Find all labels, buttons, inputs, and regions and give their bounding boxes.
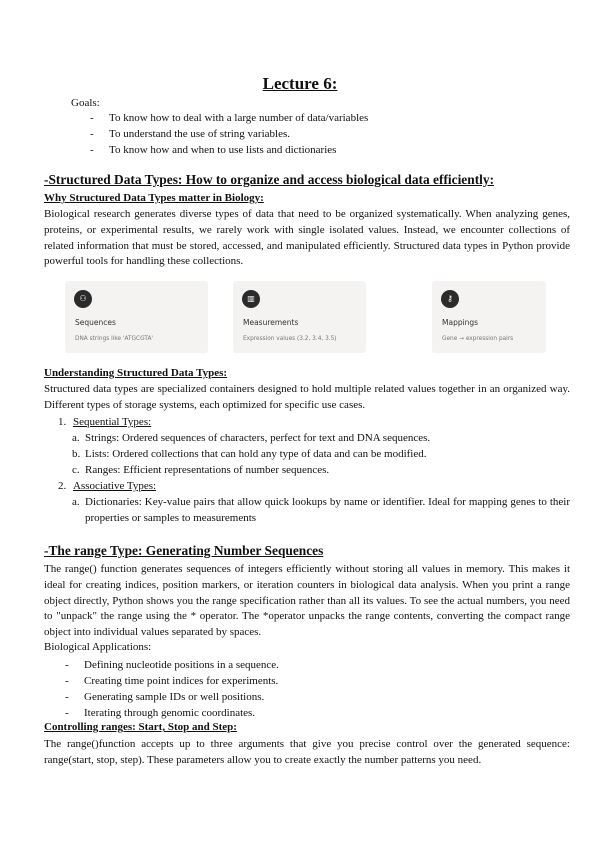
goals-label: Goals: <box>71 97 100 109</box>
biological-applications-label: Biological Applications: <box>44 641 152 653</box>
card-description: DNA strings like 'ATGCGTA' <box>75 336 154 342</box>
subheading-why-structured: Why Structured Data Types matter in Biology: <box>44 192 264 204</box>
types-list <box>58 414 570 526</box>
goals-list <box>90 110 368 158</box>
list-text: Dictionaries: Key-value pairs that allow quick lookups by name or identifier. Ideal for mapping genes to their properties or samples to measurements <box>85 496 570 524</box>
card-title: Sequences <box>75 318 116 327</box>
subheading-understanding: Understanding Structured Data Types: <box>44 367 228 379</box>
list-item: - To know how to deal with a large number of data/variables <box>90 110 368 126</box>
list-number: 1. <box>58 416 67 428</box>
chart-icon: ▥ <box>242 290 260 308</box>
list-item: - To understand the use of string variables. <box>90 126 368 142</box>
paragraph-controlling-ranges: The range()function accepts up to three arguments that give you precise control over the generated sequence: range(start, stop, step). These parameters allow you to create exactly the number patterns you need. <box>44 738 570 766</box>
list-label: Associative Types: <box>73 480 157 492</box>
list-item-associative <box>58 478 570 526</box>
list-item: - Generating sample IDs or well positions. <box>65 689 279 705</box>
section-heading-structured-types: -Structured Data Types: How to organize and access biological data efficiently: <box>44 172 495 187</box>
list-item <box>58 494 570 526</box>
list-item-sequential <box>58 414 570 478</box>
subheading-controlling-ranges: Controlling ranges: Start, Stop and Step: <box>44 721 237 733</box>
list-item: - Creating time point indices for experiments. <box>65 673 279 689</box>
list-item <box>58 446 570 462</box>
card-description: Gene → expression pairs <box>442 336 514 342</box>
list-item: - To know how and when to use lists and dictionaries <box>90 142 368 158</box>
card-description: Expression values (3.2, 3.4, 3.5) <box>243 336 337 342</box>
card-sequences <box>65 281 208 353</box>
list-item <box>58 462 570 478</box>
section-heading-range: -The range Type: Generating Number Sequences <box>44 543 324 558</box>
card-title: Measurements <box>243 318 299 327</box>
card-title: Mappings <box>442 318 479 327</box>
paragraph-understanding: Structured data types are specialized containers designed to hold multiple related values together in an organized way. Different types of storage systems, each optimized for specific use cases. <box>44 383 570 411</box>
list-item: - Iterating through genomic coordinates. <box>65 705 279 721</box>
list-text: Strings: Ordered sequences of characters, perfect for text and DNA sequences. <box>85 432 431 444</box>
dna-icon: ⚇ <box>74 290 92 308</box>
list-letter: b. <box>72 448 81 460</box>
list-label: Sequential Types: <box>73 416 152 428</box>
card-mappings <box>432 281 546 353</box>
sub-list <box>58 430 570 478</box>
list-text: Ranges: Efficient representations of number sequences. <box>85 464 330 476</box>
list-number: 2. <box>58 480 67 492</box>
list-text: Lists: Ordered collections that can hold any type of data and can be modified. <box>85 448 427 460</box>
list-letter: c. <box>72 464 80 476</box>
biological-applications-list <box>65 657 279 721</box>
paragraph-why-structured: Biological research generates diverse types of data that need to be organized systematically. When analyzing genes, proteins, or experimental results, we rarely work with single isolated values. Instead, we encounter collections of related information that must be stored, accessed, and manipulated efficiently. Structured data types in Python provide powerful tools for handling these collections. <box>44 208 570 268</box>
list-letter: a. <box>72 496 80 508</box>
list-item <box>58 430 570 446</box>
page-title: Lecture 6: <box>262 74 338 93</box>
data-type-cards <box>0 281 600 354</box>
list-item: - Defining nucleotide positions in a sequence. <box>65 657 279 673</box>
card-measurements <box>233 281 366 353</box>
sub-list <box>58 494 570 526</box>
key-icon: ⚷ <box>441 290 459 308</box>
paragraph-range: The range() function generates sequences of integers efficiently without storing all values in memory. This makes it ideal for creating indices, position markers, or iteration counters in biological data analysis. When you print a range object directly, Python shows you the range specification rather than all its values. To see the actual numbers, you need to "unpack" the range using the * operator. The *operator unpacks the range contents, converting the compact range object into individual values separated by spaces. <box>44 563 570 639</box>
list-letter: a. <box>72 432 80 444</box>
